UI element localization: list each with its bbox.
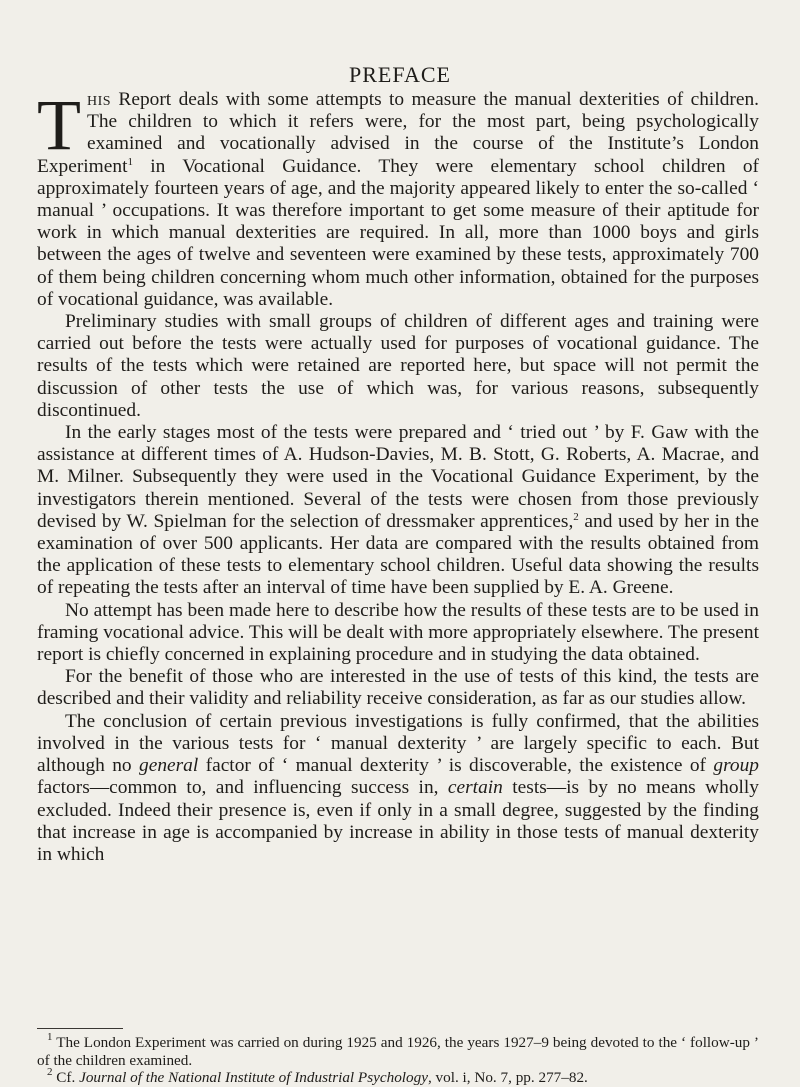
- emphasis-group: group: [713, 755, 759, 777]
- paragraph-3-text-a: In the early stages most of the tests were prepared and ‘ tried out ’ by F. Gaw with the assistance at different times of A. Hudson-Davies, M. B. Stott, G. Roberts, A. Macrae, and M. Milner. Subsequently they were used in the Vocational Guidance Experiment, by the investigators therein mentioned. Several of the tests were chosen from those previously devised by W. Spielman for the selection of dressmaker apprentices,: [37, 422, 759, 532]
- footnote-divider: [37, 1028, 123, 1029]
- paragraph-4: No attempt has been made here to describe how the results of these tests are to be used in framing vocational advice. This will be dealt with more appropriately elsewhere. The present report is chiefly concerned in explaining procedure and in studying the data obtained.: [37, 599, 759, 666]
- paragraph-6-text-c: factors—common to, and influencing success in,: [37, 777, 448, 799]
- footnote-1-text: The London Experiment was carried on during 1925 and 1926, the years 1927–9 being devoted to the ‘ follow-up ’ of the children examined.: [37, 1034, 759, 1069]
- paragraph-5: For the benefit of those who are interested in the use of tests of this kind, the tests are described and their validity and reliability receive consideration, as far as our studies allow.: [37, 666, 759, 710]
- emphasis-general: general: [139, 755, 199, 777]
- paragraph-2: Preliminary studies with small groups of children of different ages and training were carried out before the tests were actually used for purposes of vocational guidance. The results of the tests which were retained are reported here, but space will not permit the discussion of other tests the use of which was, for various reasons, subsequently discontinued.: [37, 311, 759, 421]
- footnotes: [37, 1031, 759, 1087]
- footnote-2-text-b: , vol. i, No. 7, pp. 277–82.: [427, 1069, 588, 1087]
- body-text: [37, 85, 759, 866]
- paragraph-6-text-d: tests—is by no means wholly excluded. Indeed their presence is, even if only in a small degree, suggested by the finding that increase in age is accompanied by increase in ability in those tests of manual dexterity in which: [37, 777, 759, 865]
- drop-cap: T: [37, 85, 81, 165]
- paragraph-1-text-a: Report deals with some attempts to measure the manual dexterities of children. The children to which it refers were, for the most part, being psychologically examined and vocationally advised in the course of the Institute’s London Experiment: [37, 89, 759, 177]
- footnote-2: [37, 1066, 759, 1087]
- paragraph-3: [37, 422, 759, 600]
- footnote-1: [37, 1031, 759, 1069]
- journal-title: Journal of the National Institute of Industrial Psychology: [79, 1069, 428, 1087]
- paragraph-6: [37, 711, 759, 866]
- page-title: PREFACE: [349, 62, 451, 87]
- paragraph-6-text-b: factor of ‘ manual dexterity ’ is discoverable, the existence of: [198, 755, 714, 777]
- paragraph-6-text-a: The conclusion of certain previous investigations is fully confirmed, that the abilities involved in the various tests for ‘ manual dexterity ’ are largely specific to each. But although no: [37, 710, 759, 777]
- paragraph-1: [37, 85, 759, 311]
- paragraph-3-text-b: and used by her in the examination of over 500 applicants. Her data are compared with the results obtained from the application of these tests to elementary school children. Useful data showing the results of repeating the tests after an interval of time have been supplied by E. A. Greene.: [37, 510, 759, 599]
- small-caps-opening: his: [86, 89, 112, 110]
- footnote-2-text-a: Cf.: [52, 1069, 80, 1087]
- emphasis-certain: certain: [447, 777, 503, 799]
- footnote-ref-2: 2: [573, 510, 579, 523]
- footnote-ref-1: 1: [127, 155, 133, 168]
- paragraph-1-text-b: in Vocational Guidance. They were elementary school children of approximately fourteen years of age, and the majority appeared likely to enter the so-called ‘ manual ’ occupations. It was therefore important to get some measure of their aptitude for work in which manual dexterities are required. In all, more than 1000 boys and girls between the ages of twelve and seventeen were examined by these tests, approximately 700 of them being children concerning whom much other information, obtained for the purposes of vocational guidance, was available.: [37, 155, 759, 310]
- footnote-2-number: 2: [47, 1066, 53, 1079]
- footnote-1-number: 1: [47, 1031, 53, 1043]
